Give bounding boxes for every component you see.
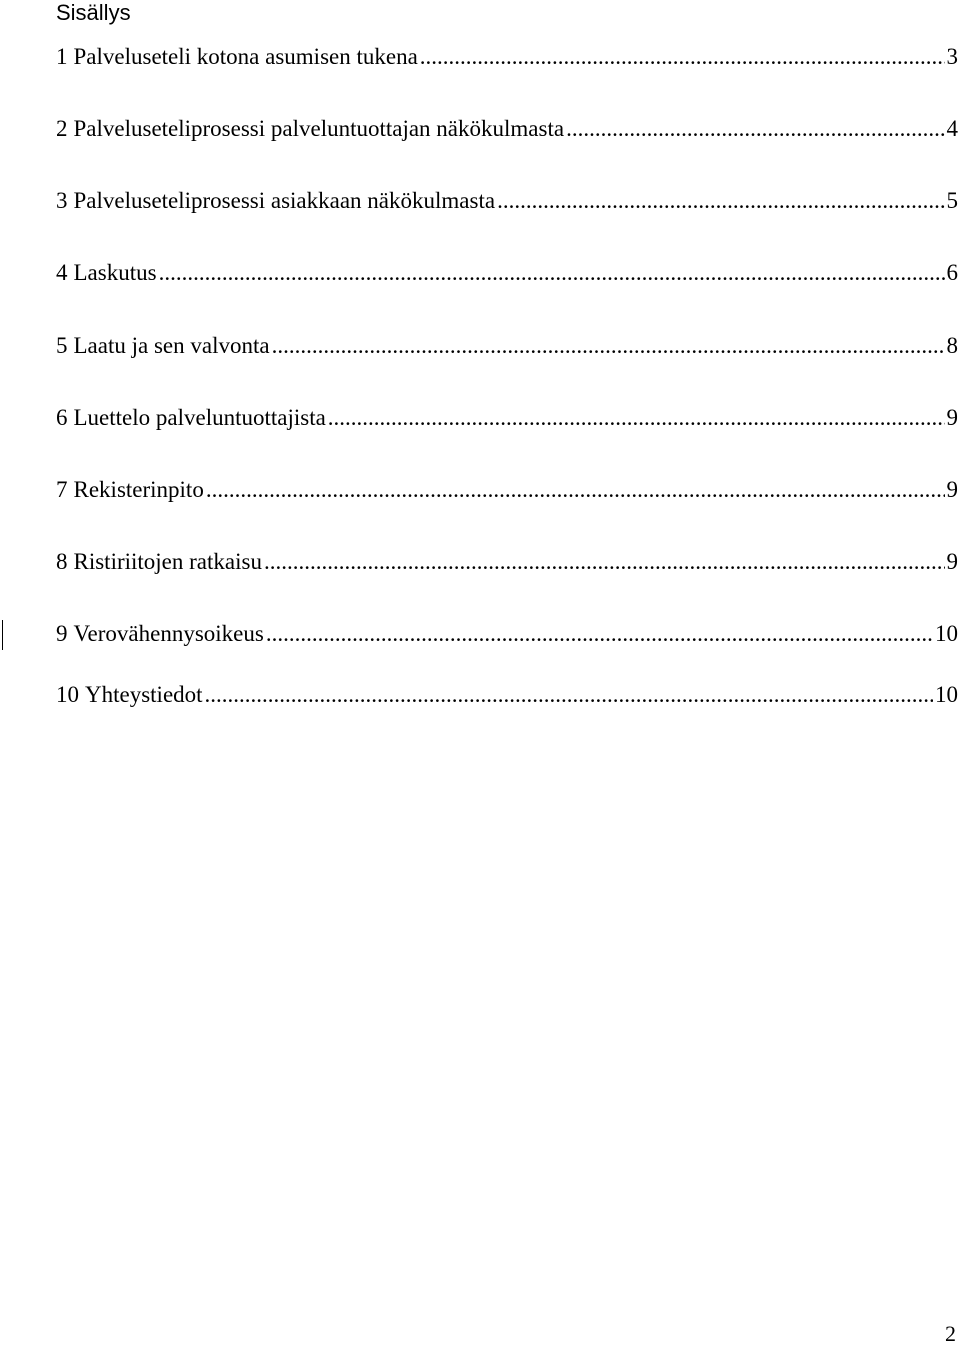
toc-heading: Sisällys [56,0,131,25]
toc-entry-page: 5 [946,188,958,213]
toc-leader-dots [266,619,933,649]
page-number: 2 [945,1321,956,1346]
toc-entry[interactable] [56,114,958,144]
toc-entry-page: 4 [946,116,958,141]
toc-leader-dots [497,186,944,216]
toc-entry-number: 5 [56,333,68,358]
toc-entry[interactable] [56,258,958,288]
toc-leader-dots [264,547,945,577]
toc-entry-number: 6 [56,405,68,430]
toc-entry-number: 10 [56,682,79,707]
toc-entry-number: 9 [56,621,68,646]
toc-entry-page: 8 [946,333,958,358]
toc-entry-number: 2 [56,116,68,141]
toc-entry[interactable] [56,475,958,505]
toc-entry-page: 9 [946,477,958,502]
toc-entry[interactable] [56,42,958,72]
toc-entry-number: 7 [56,477,68,502]
toc-entry-page: 10 [935,621,958,646]
toc-entry-number: 3 [56,188,68,213]
toc-entry-number: 1 [56,44,68,69]
toc-entry-number: 8 [56,549,68,574]
toc-leader-dots [328,403,945,433]
toc-entry-title: Palveluseteliprosessi palveluntuottajan näkökulmasta [73,116,565,141]
toc-entry-title: Palveluseteli kotona asumisen tukena [73,44,418,69]
toc-entry[interactable] [56,331,958,361]
toc-entry[interactable] [56,619,958,649]
toc-entry-title: Verovähennysoikeus [73,621,264,646]
toc-entry-title: Palveluseteliprosessi asiakkaan näkökulmasta [73,188,496,213]
toc-entry-title: Laskutus [73,260,157,285]
toc-entry-page: 9 [946,549,958,574]
toc-leader-dots [272,331,945,361]
toc-entry-page: 3 [946,44,958,69]
toc-entry[interactable] [56,403,958,433]
toc-entry-title: Luettelo palveluntuottajista [73,405,326,430]
toc-leader-dots [159,258,945,288]
toc-leader-dots [566,114,944,144]
toc-entry-title: Ristiriitojen ratkaisu [73,549,262,574]
toc-entry[interactable] [56,680,958,710]
toc-entry-title: Rekisterinpito [73,477,204,502]
toc-entry[interactable] [56,186,958,216]
toc-leader-dots [205,680,933,710]
toc-entry-page: 6 [946,260,958,285]
toc-entry-page: 9 [946,405,958,430]
toc-entry[interactable] [56,547,958,577]
toc-entry-title: Laatu ja sen valvonta [73,333,270,358]
toc-entry-title: Yhteystiedot [85,682,203,707]
toc-entry-number: 4 [56,260,68,285]
revision-change-bar [2,620,3,650]
toc-leader-dots [420,42,945,72]
toc-entry-page: 10 [935,682,958,707]
toc-leader-dots [206,475,945,505]
